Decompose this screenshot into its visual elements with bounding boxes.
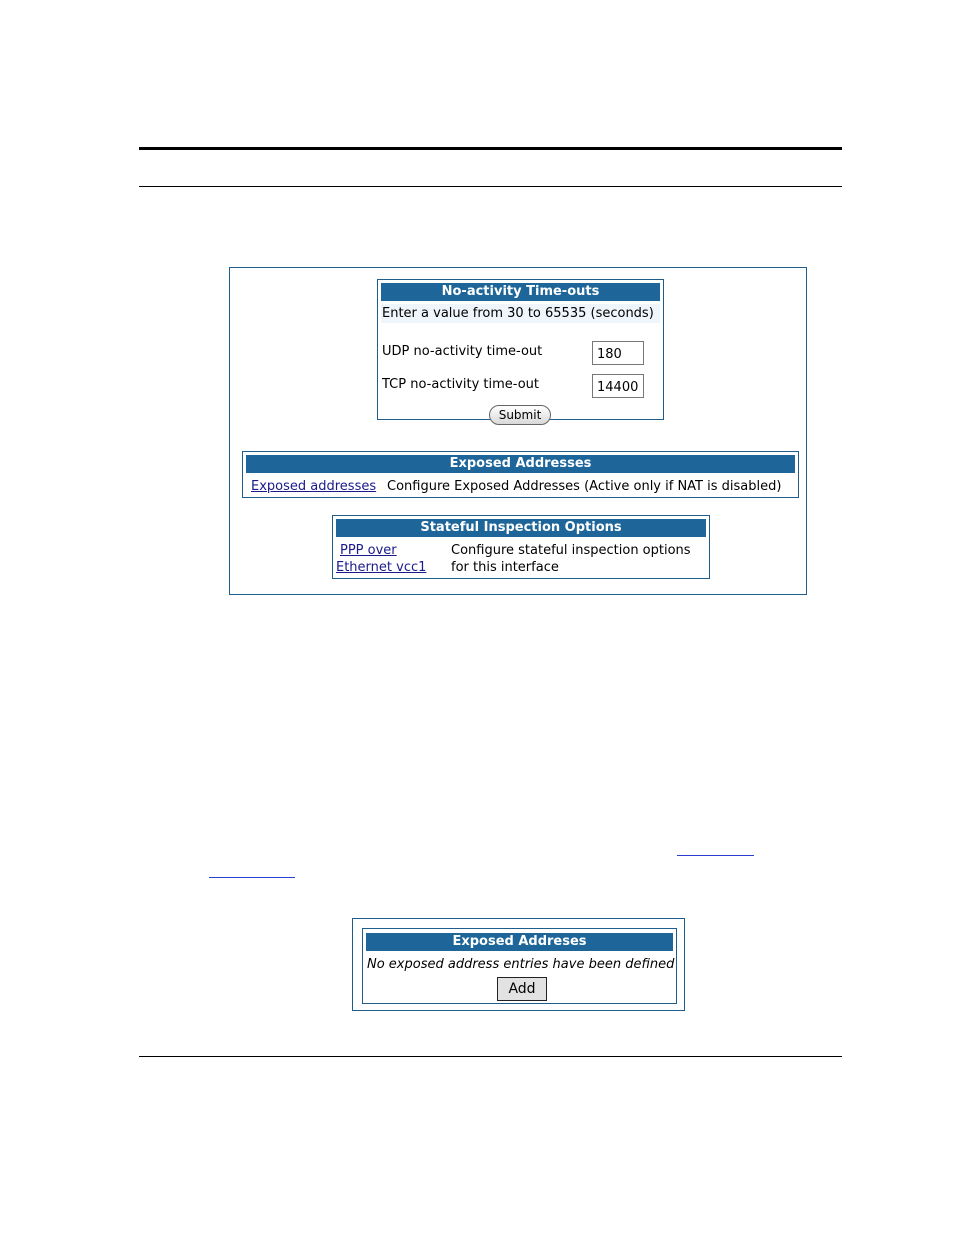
timeouts-panel bbox=[377, 279, 664, 420]
exposed-list-title: Exposed Addreses bbox=[366, 933, 673, 951]
header-rule-thick bbox=[139, 147, 842, 150]
stateful-description-line2: for this interface bbox=[451, 560, 559, 575]
submit-button[interactable]: Submit bbox=[489, 405, 551, 425]
udp-timeout-label: UDP no-activity time-out bbox=[382, 344, 543, 359]
interface-link-line1[interactable]: PPP over bbox=[340, 543, 397, 558]
exposed-addresses-description: Configure Exposed Addresses (Active only if NAT is disabled) bbox=[387, 479, 782, 494]
stateful-inspection-panel bbox=[332, 515, 710, 579]
footer-rule bbox=[139, 1056, 842, 1057]
add-button[interactable]: Add bbox=[497, 977, 547, 1001]
header-rule-thin bbox=[139, 186, 842, 187]
doc-link-underline-1[interactable] bbox=[677, 855, 754, 856]
doc-link-underline-2[interactable] bbox=[209, 877, 295, 878]
firewall-config-screenshot bbox=[229, 267, 807, 595]
stateful-inspection-title: Stateful Inspection Options bbox=[336, 519, 706, 537]
exposed-addresses-title: Exposed Addresses bbox=[246, 455, 795, 473]
timeouts-hint: Enter a value from 30 to 65535 (seconds) bbox=[381, 304, 660, 323]
tcp-timeout-label: TCP no-activity time-out bbox=[382, 377, 539, 392]
tcp-timeout-input[interactable] bbox=[592, 374, 644, 398]
interface-link-line2[interactable]: Ethernet vcc1 bbox=[336, 560, 427, 575]
exposed-addresses-list-screenshot bbox=[352, 918, 685, 1011]
exposed-addresses-link[interactable]: Exposed addresses bbox=[251, 479, 377, 494]
udp-timeout-input[interactable] bbox=[592, 341, 644, 365]
timeouts-title: No-activity Time-outs bbox=[381, 283, 660, 301]
empty-list-message: No exposed address entries have been defined bbox=[367, 957, 675, 972]
exposed-list-panel bbox=[362, 928, 677, 1004]
stateful-description-line1: Configure stateful inspection options bbox=[451, 543, 691, 558]
exposed-addresses-panel bbox=[242, 451, 799, 498]
